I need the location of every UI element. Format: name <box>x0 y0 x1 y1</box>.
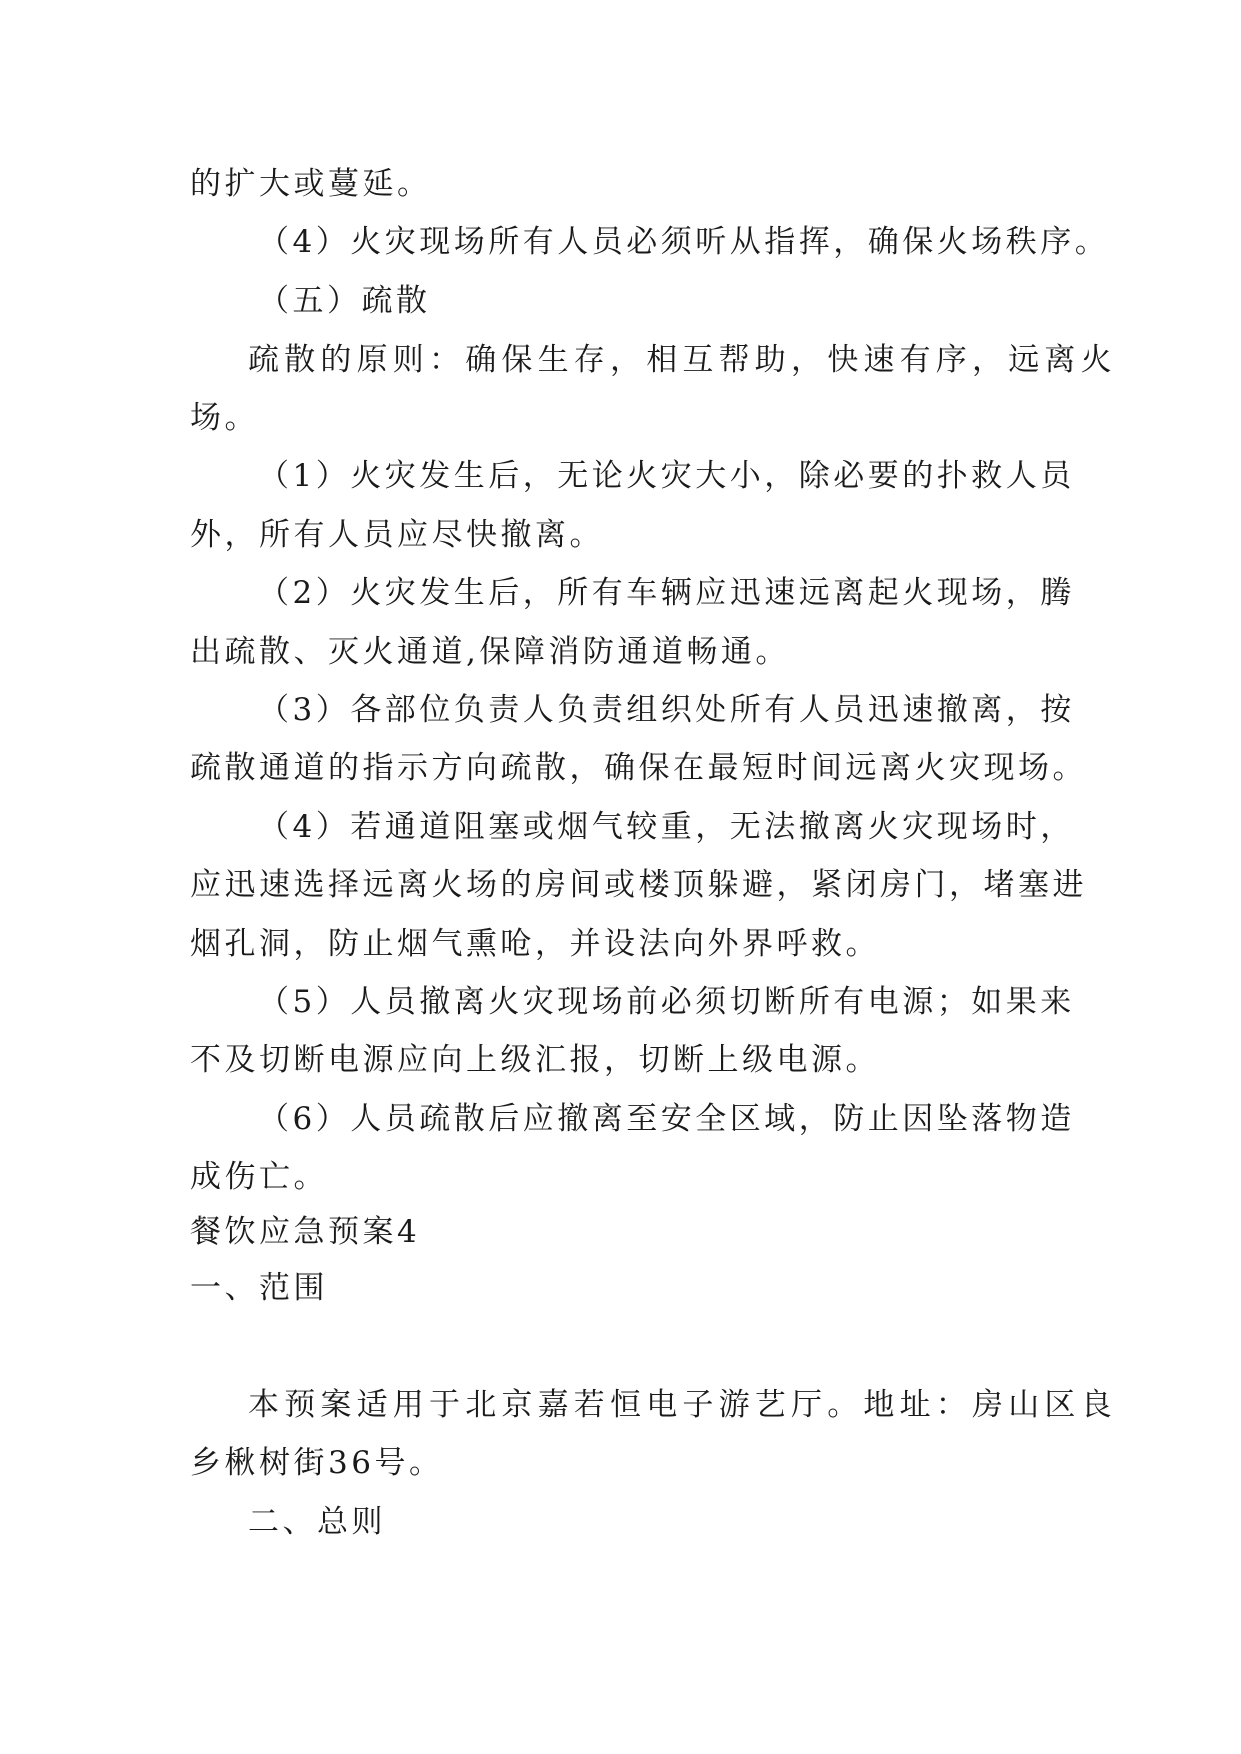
text-line: （2）火灾发生后，所有车辆应迅速远离起火现场，腾 <box>258 575 1075 611</box>
section-heading: 一、范围 <box>190 1270 328 1306</box>
text-line: 出疏散、灭火通道,保障消防通道畅通。 <box>190 634 790 670</box>
text-line: 的扩大或蔓延。 <box>190 166 432 202</box>
text-line: （5）人员撤离火灾现场前必须切断所有电源；如果来 <box>258 984 1075 1020</box>
section-heading: （五）疏散 <box>258 283 431 319</box>
document-title: 餐饮应急预案4 <box>190 1214 421 1250</box>
text-line: 疏散的原则：确保生存，相互帮助，快速有序，远离火 <box>248 342 1117 378</box>
text-line: （4）若通道阻塞或烟气较重，无法撤离火灾现场时， <box>258 809 1075 845</box>
text-line: （6）人员疏散后应撤离至安全区域，防止因坠落物造 <box>258 1101 1075 1137</box>
text-line: 本预案适用于北京嘉若恒电子游艺厅。地址：房山区良 <box>248 1387 1117 1423</box>
text-line: （3）各部位负责人负责组织处所有人员迅速撤离，按 <box>258 692 1075 728</box>
text-line: 疏散通道的指示方向疏散，确保在最短时间远离火灾现场。 <box>190 750 1087 786</box>
text-line: 烟孔洞，防止烟气熏呛，并设法向外界呼救。 <box>190 926 880 962</box>
text-line: 成伤亡。 <box>190 1159 328 1195</box>
text-line: 外，所有人员应尽快撤离。 <box>190 517 604 553</box>
text-line: 应迅速选择远离火场的房间或楼顶躲避，紧闭房门，堵塞进 <box>190 867 1087 903</box>
text-line: 不及切断电源应向上级汇报，切断上级电源。 <box>190 1042 880 1078</box>
text-line: 乡楸树街36号。 <box>190 1445 444 1481</box>
text-line: （1）火灾发生后，无论火灾大小，除必要的扑救人员 <box>258 458 1075 494</box>
section-heading: 二、总则 <box>248 1504 386 1540</box>
text-line: （4）火灾现场所有人员必须听从指挥，确保火场秩序。 <box>258 224 1110 260</box>
text-line: 场。 <box>190 400 259 436</box>
